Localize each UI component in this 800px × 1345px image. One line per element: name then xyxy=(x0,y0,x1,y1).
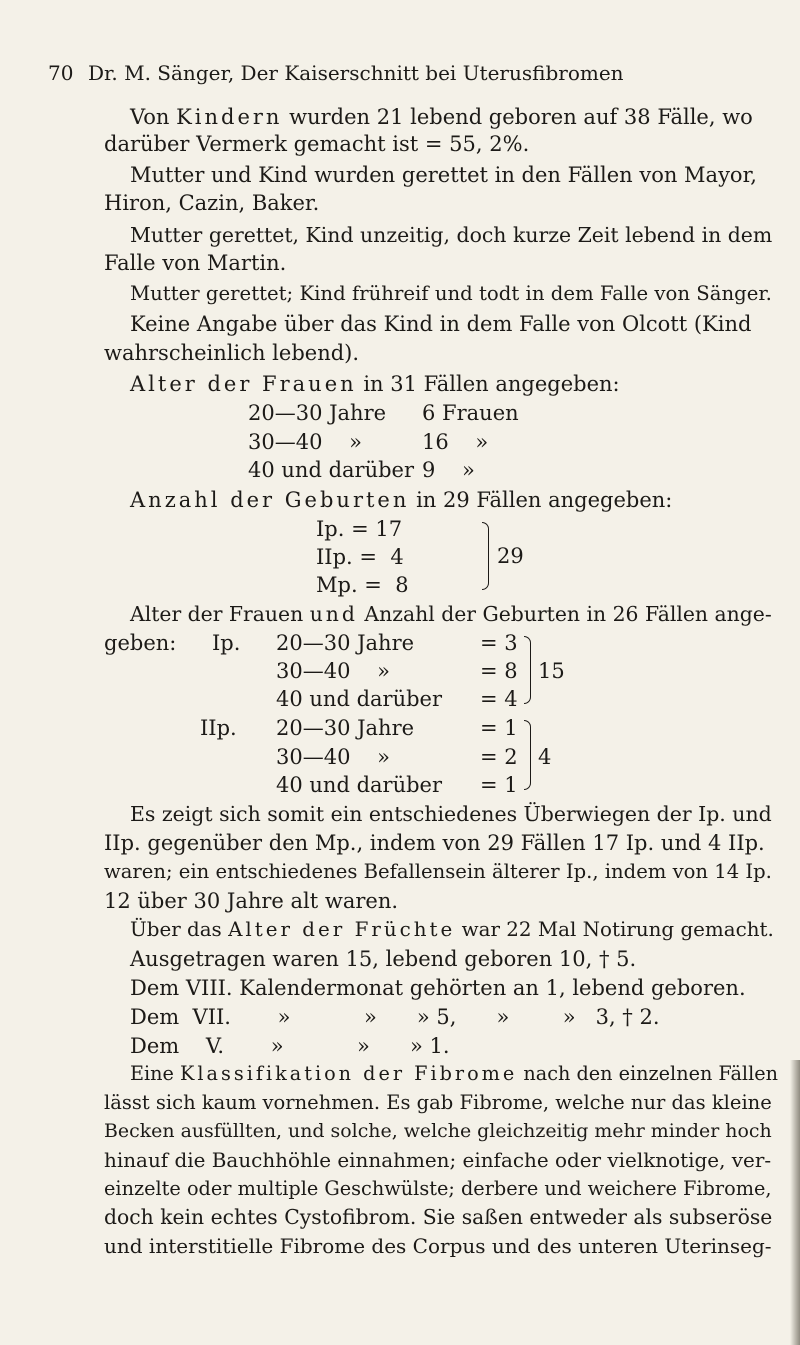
text-line: Dem VIII. Kalendermonat gehörten an 1, lebend geboren. xyxy=(130,976,746,1000)
brace xyxy=(524,720,531,790)
iip-total: 4 xyxy=(538,745,552,769)
combined-range: 30—40 » xyxy=(276,659,390,683)
brace xyxy=(482,522,489,590)
age-count: 16 » xyxy=(422,430,489,454)
text-line: Keine Angabe über das Kind in dem Falle von Olcott (Kind xyxy=(130,312,752,336)
age-range: 30—40 » xyxy=(248,430,362,454)
page-edge-shadow xyxy=(790,1060,800,1345)
text-line: Dem V. » » » 1. xyxy=(130,1034,450,1058)
births-total: 29 xyxy=(497,544,524,568)
brace xyxy=(524,636,531,704)
text-line: lässt sich kaum vornehmen. Es gab Fibrome, welche nur das kleine xyxy=(104,1091,772,1114)
combined-value: = 3 xyxy=(480,631,518,655)
age-range: 40 und darüber xyxy=(248,458,415,482)
text-line: Von Kindern wurden 21 lebend geboren auf 38 Fälle, wo xyxy=(130,105,753,129)
text-line: Mutter und Kind wurden gerettet in den Fällen von Mayor, xyxy=(130,163,757,187)
combined-range: 40 und darüber xyxy=(276,687,443,711)
text-line: Mutter gerettet, Kind unzeitig, doch kurze Zeit lebend in dem xyxy=(130,223,773,247)
ip-total: 15 xyxy=(538,659,565,683)
combined-heading-cont: geben: xyxy=(104,631,177,655)
combined-value: = 2 xyxy=(480,745,518,769)
births-heading: Anzahl der Geburten in 29 Fällen angegeben: xyxy=(130,488,673,512)
text-line: Es zeigt sich somit ein entschiedenes Überwiegen der Ip. und xyxy=(130,802,772,826)
text-line: IIp. gegenüber den Mp., indem von 29 Fällen 17 Ip. und 4 IIp. xyxy=(104,831,765,855)
page-number: 70 xyxy=(48,61,74,85)
age-range: 20—30 Jahre xyxy=(248,401,387,425)
iip-label: IIp. xyxy=(200,716,237,740)
combined-value: = 1 xyxy=(480,773,518,797)
combined-value: = 8 xyxy=(480,659,518,683)
combined-range: 20—30 Jahre xyxy=(276,716,415,740)
text-line: doch kein echtes Cystofibrom. Sie saßen entweder als subseröse xyxy=(104,1205,773,1229)
combined-value: = 1 xyxy=(480,716,518,740)
text-line: Alter der Frauen in 31 Fällen angegeben: xyxy=(130,372,620,396)
text-line: Hiron, Cazin, Baker. xyxy=(104,191,320,215)
text-line: und interstitielle Fibrome des Corpus und des unteren Uterinseg- xyxy=(104,1234,772,1258)
text-line: Eine Klassifikation der Fibrome nach den einzelnen Fällen xyxy=(130,1062,778,1085)
combined-value: = 4 xyxy=(480,687,518,711)
text-line: Dem VII. » » » 5, » » 3, † 2. xyxy=(130,1005,660,1029)
age-count: 9 » xyxy=(422,458,475,482)
combined-heading: Alter der Frauen und Anzahl der Geburten in 26 Fällen ange- xyxy=(130,602,772,626)
text-line: einzelte oder multiple Geschwülste; derbere und weichere Fibrome, xyxy=(104,1177,772,1200)
combined-range: 40 und darüber xyxy=(276,773,443,797)
text-line: Mutter gerettet; Kind frühreif und todt in dem Falle von Sänger. xyxy=(130,282,772,305)
text-line: Becken ausfüllten, und solche, welche gleichzeitig mehr minder hoch xyxy=(104,1120,772,1142)
ip-label: Ip. xyxy=(212,631,241,655)
births-row: Ip. = 17 xyxy=(316,517,403,541)
births-row: IIp. = 4 xyxy=(316,545,404,569)
combined-range: 20—30 Jahre xyxy=(276,631,415,655)
text-line: Über das Alter der Früchte war 22 Mal Notirung gemacht. xyxy=(130,918,774,941)
age-count: 6 Frauen xyxy=(422,401,519,425)
text-line: 12 über 30 Jahre alt waren. xyxy=(104,889,399,913)
text-line: wahrscheinlich lebend). xyxy=(104,341,360,365)
text-line: waren; ein entschiedenes Befallensein älterer Ip., indem von 14 Ip. xyxy=(104,860,772,883)
running-title: Dr. M. Sänger, Der Kaiserschnitt bei Uterusfibromen xyxy=(88,61,624,85)
text-line: Falle von Martin. xyxy=(104,251,287,275)
text-line: Ausgetragen waren 15, lebend geboren 10, † 5. xyxy=(130,947,637,971)
text-line: darüber Vermerk gemacht ist = 55, 2%. xyxy=(104,132,530,156)
births-row: Mp. = 8 xyxy=(316,573,409,597)
combined-range: 30—40 » xyxy=(276,745,390,769)
text-line: hinauf die Bauchhöhle einnahmen; einfache oder vielknotige, ver- xyxy=(104,1148,772,1172)
